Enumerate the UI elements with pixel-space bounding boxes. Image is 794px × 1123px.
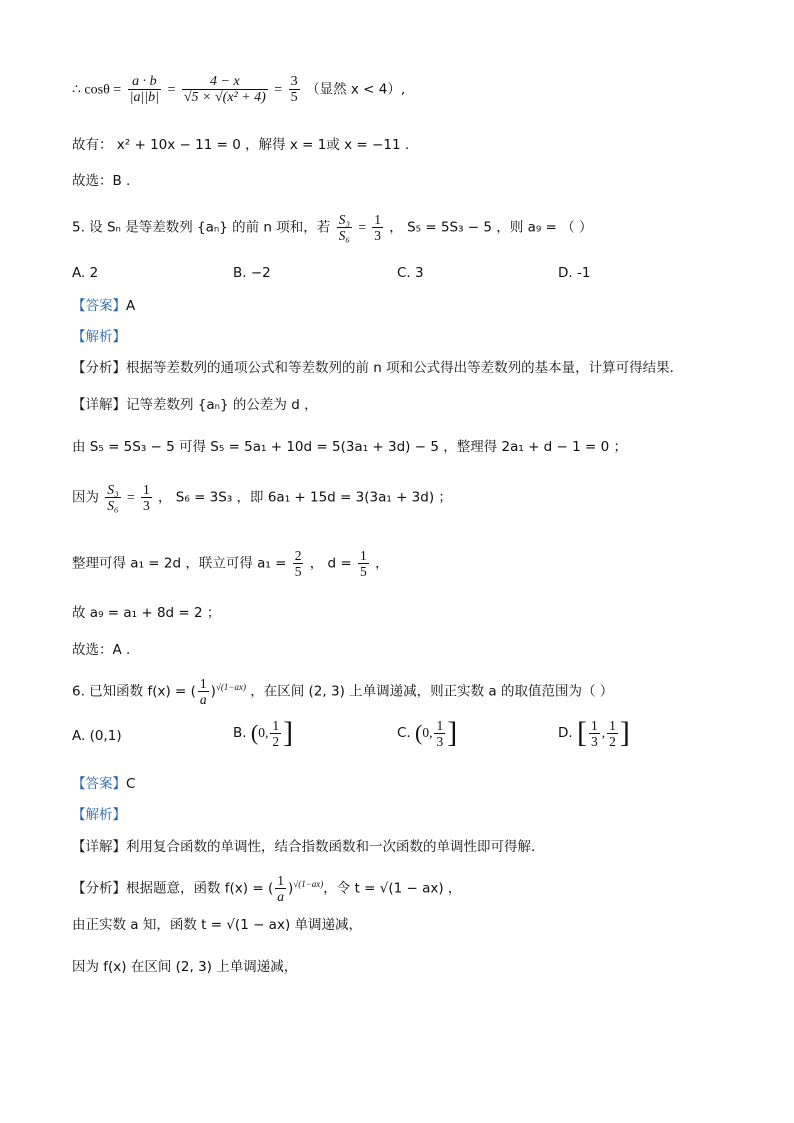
q6-option-d-fraction-1 — [589, 718, 600, 749]
cos-fraction-3 — [289, 74, 300, 105]
q6-fenxi-exponent: √(1−ax) — [293, 879, 324, 889]
q6-option-c-open: ( — [415, 720, 423, 745]
q6-option-c-frac-num: 1 — [436, 717, 444, 733]
q5-step2-frac2-den: 3 — [142, 498, 150, 513]
q5-stem-a: 5. 设 Sₙ 是等差数列 {aₙ} 的前 n 项和，若 — [72, 219, 331, 236]
q6-option-c-close: ] — [447, 716, 458, 749]
q5-option-a: A. 2 — [72, 265, 99, 281]
q6-option-b-frac-num: 1 — [272, 717, 280, 733]
q6-fenxi-frac-den: a — [277, 889, 284, 904]
q5-analysis — [72, 327, 126, 347]
q6-option-c-fraction — [434, 718, 445, 749]
q5-option-c: C. 3 — [397, 265, 424, 281]
q6-option-c-left: 0, — [422, 725, 433, 740]
q6-fenxi — [72, 873, 461, 904]
cos-frac2-den: √5 × √(x² + 4) — [183, 90, 266, 105]
cos-frac3-num: 3 — [290, 74, 298, 89]
q6-analysis-tag: 【解析】 — [72, 807, 126, 823]
cos-fraction — [128, 74, 161, 105]
q5-choose: 故选：A . — [72, 642, 131, 658]
q5-frac-num: S₃ — [338, 212, 351, 227]
cos-eq: = — [167, 82, 176, 98]
q5-step1: 由 S₅ = 5S₃ − 5 可得 S₅ = 5a₁ + 10d = 5(3a₁ + 3d) − 5 ，整理得 2a₁ + d − 1 = 0 ； — [72, 439, 627, 455]
q5-step3-frac2-den: 5 — [360, 564, 367, 579]
q6-analysis — [72, 805, 126, 825]
cos-note: （显然 x < 4）, — [306, 81, 406, 98]
q5-step2-fraction — [105, 482, 120, 513]
q5-step2-frac2-num: 1 — [142, 482, 150, 497]
q6-option-b-label: B. — [233, 725, 247, 741]
cos-frac2-num: 4 − x — [182, 74, 268, 90]
q5-step2-frac-den: S₆ — [107, 498, 119, 513]
q6-option-a: A. (0,1) — [72, 728, 122, 744]
q6-option-d-frac1-num: 1 — [590, 717, 598, 733]
cos-frac-den: |a||b| — [129, 90, 160, 105]
q6-option-d — [558, 716, 630, 750]
q6-stem-c: ，在区间 (2, 3) 上单调递减，则正实数 a 的取值范围为（ ） — [250, 683, 614, 700]
q5-step2-a: 因为 — [72, 489, 99, 506]
q6-answer-value: C — [126, 776, 136, 792]
q5-frac2-den: 3 — [374, 228, 381, 243]
q6-line2: 因为 f(x) 在区间 (2, 3) 上单调递减， — [72, 959, 298, 975]
cos-line — [72, 74, 405, 105]
cos-frac3-den: 5 — [290, 90, 298, 105]
q6-stem-a: 6. 已知函数 f(x) = ( — [72, 683, 196, 700]
q5-step2-frac-num: S₃ — [107, 482, 119, 497]
q6-fenxi-b: ) — [287, 880, 294, 897]
q5-xiangjie-tag: 【详解】 — [72, 397, 126, 413]
cos-prefix: ∴ cosθ = — [72, 82, 122, 98]
solve-line: 故有： x² + 10x − 11 = 0 ，解得 x = 1或 x = −11 . — [72, 137, 410, 153]
cos-frac-num: a · b — [128, 74, 161, 90]
q6-option-b-open: ( — [250, 720, 259, 745]
q6-option-d-comma: , — [601, 725, 606, 740]
q5-option-b: B. −2 — [233, 265, 271, 281]
q5-answer-value: A — [126, 298, 136, 314]
q6-option-d-fraction-2 — [607, 718, 618, 749]
q5-frac2-num: 1 — [374, 212, 381, 227]
q6-fenxi-c: ，令 t = √(1 − ax) ， — [323, 880, 462, 897]
q6-frac-den: a — [199, 692, 207, 707]
q6-option-b-left: 0, — [258, 725, 269, 740]
q5-stem — [72, 212, 592, 243]
q5-fenxi — [72, 358, 683, 378]
q5-step3-a: 整理可得 a₁ = 2d ，联立可得 a₁ = — [72, 555, 287, 572]
q5-fraction — [337, 212, 352, 243]
q6-option-c-frac-den: 3 — [436, 733, 444, 749]
q5-answer-tag: 【答案】 — [72, 298, 126, 314]
q6-answer — [72, 774, 135, 794]
choose-b-line: 故选：B . — [72, 173, 131, 189]
q6-xiangjie-text: 利用复合函数的单调性，结合指数函数和一次函数的单调性即可得解． — [126, 839, 545, 855]
q5-stem-b: = — [358, 219, 366, 235]
q6-answer-tag: 【答案】 — [72, 776, 126, 792]
q5-step3-c: ， — [375, 555, 389, 572]
q5-stem-c: ， S₅ = 5S₃ − 5 ，则 a₉ = （ ） — [389, 219, 593, 236]
cos-fraction-2 — [182, 74, 268, 105]
q6-stem — [72, 676, 613, 707]
q5-step2-fraction-2 — [141, 482, 152, 513]
q6-option-b-close: ] — [283, 716, 294, 749]
q6-option-c — [397, 716, 457, 750]
q6-xiangjie — [72, 837, 545, 857]
q5-step3-fraction-2 — [358, 548, 369, 579]
q6-exponent: √(1−ax) — [215, 682, 246, 692]
q5-xiangjie-text: 记等差数列 {aₙ} 的公差为 d ， — [126, 397, 318, 413]
q5-step3 — [72, 548, 389, 579]
q6-fenxi-tag: 【分析】 — [72, 880, 126, 897]
q6-stem-b: ) — [210, 683, 216, 700]
q6-fraction — [198, 676, 209, 707]
q6-option-d-frac1-den: 3 — [590, 733, 598, 749]
q6-option-d-frac2-den: 2 — [609, 733, 616, 749]
q5-answer — [72, 296, 135, 316]
q5-fenxi-tag: 【分析】 — [72, 360, 126, 376]
q6-xiangjie-tag: 【详解】 — [72, 839, 126, 855]
q5-step3-frac-den: 5 — [294, 564, 302, 579]
q5-step2 — [72, 482, 452, 513]
q5-step4: 故 a₉ = a₁ + 8d = 2 ； — [72, 605, 221, 621]
q5-analysis-tag: 【解析】 — [72, 329, 126, 345]
q5-step3-frac2-num: 1 — [360, 548, 367, 563]
q5-fenxi-text: 根据等差数列的通项公式和等差数列的前 n 项和公式得出等差数列的基本量，计算可得结果． — [126, 360, 684, 376]
q6-frac-num: 1 — [199, 676, 207, 691]
q5-step3-fraction — [293, 548, 304, 579]
q6-option-c-label: C. — [397, 725, 411, 741]
q5-step3-frac-num: 2 — [294, 548, 302, 563]
q5-frac-den: S₆ — [338, 228, 351, 243]
cos-eq-2: = — [274, 82, 283, 98]
q6-line1: 由正实数 a 知，函数 t = √(1 − ax) 单调递减， — [72, 917, 363, 933]
q6-option-d-close: ] — [619, 716, 630, 749]
q6-fenxi-fraction — [275, 873, 286, 904]
q6-option-d-frac2-num: 1 — [609, 717, 616, 733]
q6-option-d-open: [ — [576, 716, 587, 749]
q5-step3-b: ， d = — [309, 555, 352, 572]
q6-fenxi-a: 根据题意，函数 f(x) = ( — [126, 880, 274, 897]
q5-fraction-2 — [372, 212, 383, 243]
q6-option-b — [233, 716, 293, 750]
q5-step2-c: ， S₆ = 3S₃ ，即 6a₁ + 15d = 3(3a₁ + 3d) ； — [158, 489, 452, 506]
q5-xiangjie — [72, 395, 318, 415]
q6-option-d-label: D. — [558, 725, 573, 741]
q6-option-b-frac-den: 2 — [272, 733, 280, 749]
q5-step2-b: = — [127, 489, 135, 505]
q5-option-d: D. -1 — [558, 265, 591, 281]
q6-option-b-fraction — [270, 718, 281, 749]
q6-fenxi-frac-num: 1 — [277, 873, 284, 888]
